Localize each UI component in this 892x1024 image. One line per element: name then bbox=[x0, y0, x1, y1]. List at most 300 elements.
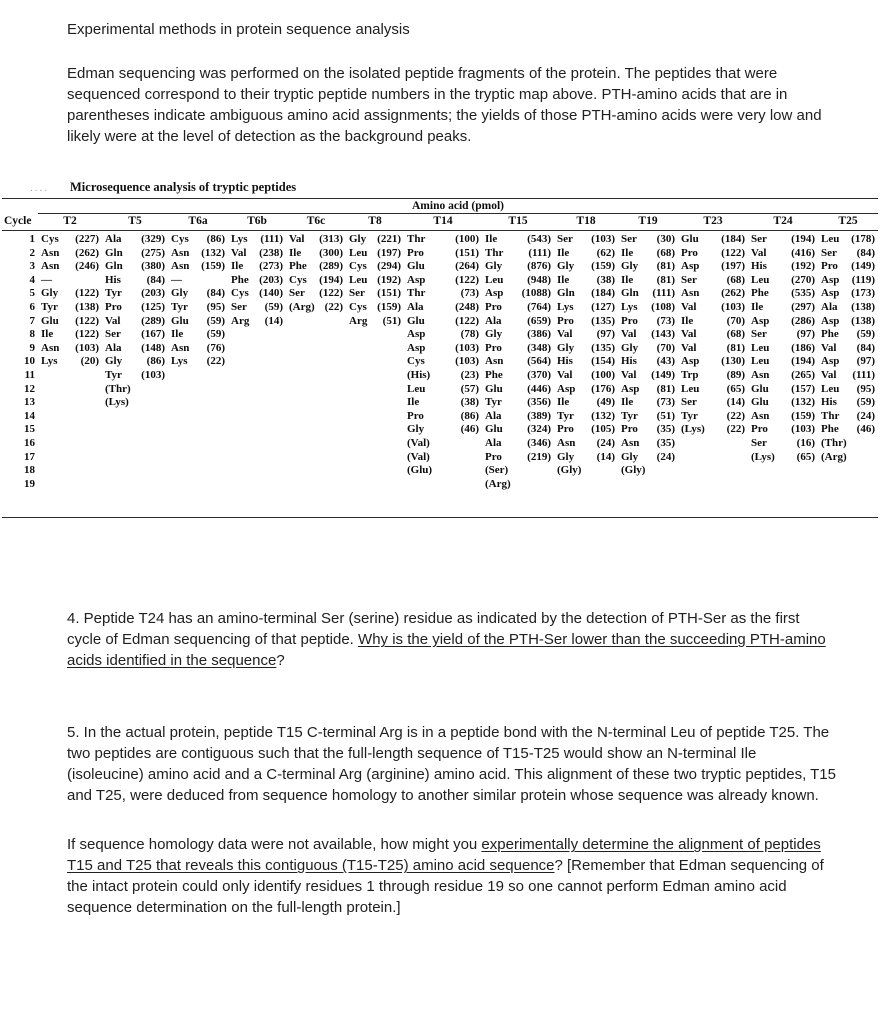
amino-acid-cell: Ala (329) bbox=[105, 233, 165, 245]
amino-acid-cell: Leu (197) bbox=[349, 246, 401, 259]
cycle-cell: 3 bbox=[29, 260, 35, 273]
amino-acid-cell: Ser (97) bbox=[751, 328, 815, 341]
table-wrap bbox=[2, 198, 878, 518]
amino-acid-cell: Val (416) bbox=[751, 246, 815, 259]
amino-acid-cell bbox=[346, 342, 404, 356]
amino-acid-cell bbox=[168, 369, 228, 383]
amino-acid-cell: Leu (57) bbox=[407, 382, 479, 395]
column-header: T15 bbox=[482, 214, 554, 231]
amino-acid-cell: Ser (68) bbox=[681, 273, 745, 286]
amino-acid-cell bbox=[346, 328, 404, 342]
amino-acid-cell: (Val) bbox=[407, 450, 430, 463]
amino-acid-cell: Leu (948) bbox=[485, 273, 551, 286]
amino-acid-cell: Asn (246) bbox=[41, 260, 99, 273]
amino-acid-cell: Gly (135) bbox=[557, 341, 615, 354]
table-row bbox=[2, 437, 878, 451]
amino-acid-cell bbox=[38, 451, 102, 465]
amino-acid-cell: Gln (275) bbox=[105, 246, 165, 259]
amino-acid-cell bbox=[678, 478, 748, 492]
amino-acid-cell: Gly (159) bbox=[557, 260, 615, 273]
amino-acid-cell bbox=[404, 478, 482, 492]
amino-acid-cell bbox=[286, 410, 346, 424]
amino-acid-cell bbox=[228, 423, 286, 437]
amino-acid-cell: (Val) bbox=[407, 436, 430, 449]
amino-acid-cell: Ala (248) bbox=[407, 300, 479, 313]
amino-acid-cell: Glu (132) bbox=[751, 396, 815, 409]
amino-acid-cell: Phe (203) bbox=[231, 273, 283, 286]
cycle-cell: 8 bbox=[29, 328, 35, 341]
amino-acid-cell: Gly (70) bbox=[621, 341, 675, 354]
amino-acid-cell: Val (238) bbox=[231, 246, 283, 259]
amino-acid-cell: Ser (151) bbox=[349, 287, 401, 300]
amino-acid-cell: Gln (380) bbox=[105, 260, 165, 273]
table-row bbox=[2, 410, 878, 424]
question-4-tail: ? bbox=[276, 652, 285, 670]
amino-acid-cell: Glu (264) bbox=[407, 260, 479, 273]
table-row bbox=[2, 247, 878, 261]
amino-acid-cell: Asp (119) bbox=[821, 273, 875, 286]
amino-acid-cell bbox=[168, 437, 228, 451]
cycle-cell: 4 bbox=[29, 273, 35, 286]
amino-acid-cell: Cys (227) bbox=[41, 233, 99, 245]
amino-acid-cell: Ser (14) bbox=[681, 396, 745, 409]
amino-acid-cell bbox=[38, 478, 102, 492]
amino-acid-cell bbox=[38, 464, 102, 478]
amino-acid-cell: Ile (81) bbox=[621, 273, 675, 286]
amino-acid-cell: Cys (294) bbox=[349, 260, 401, 273]
amino-acid-cell: Ile (70) bbox=[681, 314, 745, 327]
amino-acid-cell bbox=[346, 423, 404, 437]
amino-acid-cell: Lys (22) bbox=[171, 355, 225, 368]
amino-acid-cell: Asp (122) bbox=[407, 273, 479, 286]
table-row bbox=[2, 396, 878, 410]
column-header: T25 bbox=[818, 214, 878, 231]
amino-acid-cell: Glu (122) bbox=[41, 314, 99, 327]
amino-acid-cell: Ile (300) bbox=[289, 246, 343, 259]
amino-acid-cell: (Thr) bbox=[105, 382, 131, 395]
amino-acid-cell: Asp (197) bbox=[681, 260, 745, 273]
amino-acid-cell bbox=[228, 328, 286, 342]
group-header-row bbox=[2, 199, 878, 214]
amino-acid-cell bbox=[286, 342, 346, 356]
amino-acid-cell bbox=[286, 369, 346, 383]
amino-acid-cell: Val (68) bbox=[681, 328, 745, 341]
amino-acid-cell: Val (289) bbox=[105, 314, 165, 327]
table-row bbox=[2, 478, 878, 492]
table-row bbox=[2, 328, 878, 342]
amino-acid-cell: Ile (297) bbox=[751, 300, 815, 313]
amino-acid-cell: (Gly) bbox=[557, 464, 582, 477]
amino-acid-cell: Pro (149) bbox=[821, 260, 875, 273]
amino-acid-cell: Asp (78) bbox=[407, 328, 479, 341]
table-row bbox=[2, 260, 878, 274]
table-row bbox=[2, 355, 878, 369]
amino-acid-cell bbox=[678, 437, 748, 451]
amino-acid-cell: — bbox=[41, 273, 52, 286]
amino-acid-cell bbox=[346, 383, 404, 397]
column-header-cycle: Cycle bbox=[2, 214, 38, 231]
amino-acid-cell bbox=[286, 396, 346, 410]
amino-acid-cell: Gly (81) bbox=[621, 260, 675, 273]
column-header: T6b bbox=[228, 214, 286, 231]
amino-acid-cell bbox=[286, 464, 346, 478]
amino-acid-cell: Thr (24) bbox=[821, 409, 875, 422]
amino-acid-cell: Pro (86) bbox=[407, 409, 479, 422]
amino-acid-cell: Gly (24) bbox=[621, 450, 675, 463]
amino-acid-cell bbox=[228, 396, 286, 410]
amino-acid-cell: Pro (122) bbox=[681, 246, 745, 259]
page-title: Experimental methods in protein sequence analysis bbox=[67, 21, 410, 38]
amino-acid-cell: Ser (103) bbox=[557, 233, 615, 245]
amino-acid-cell: Pro (125) bbox=[105, 300, 165, 313]
amino-acid-cell bbox=[168, 410, 228, 424]
question-5-followup-underlined: experimentally determine the alignment of peptides T15 and T25 that reveals this contiguous (T15-T25) amino acid sequence bbox=[67, 836, 821, 875]
cycle-cell: 13 bbox=[24, 396, 35, 409]
cycle-cell: 9 bbox=[29, 341, 35, 354]
cycle-cell: 12 bbox=[24, 382, 35, 395]
amino-acid-cell bbox=[168, 478, 228, 492]
amino-acid-cell: Asp (286) bbox=[751, 314, 815, 327]
amino-acid-cell bbox=[38, 410, 102, 424]
amino-acid-cell: Glu (446) bbox=[485, 382, 551, 395]
amino-acid-cell: (His) (23) bbox=[407, 368, 479, 381]
column-header: T8 bbox=[346, 214, 404, 231]
question-4-lead: 4. Peptide T24 has an amino-terminal Ser (serine) residue as indicated by the detection of PTH-Ser as the first cycle of Edman sequencing of that peptide. bbox=[67, 610, 800, 649]
cycle-cell: 5 bbox=[29, 287, 35, 300]
amino-acid-cell bbox=[618, 478, 678, 492]
table-row bbox=[2, 464, 878, 478]
amino-acid-cell: Glu (184) bbox=[681, 233, 745, 245]
amino-acid-cell: Phe (46) bbox=[821, 423, 875, 436]
amino-acid-cell: (Lys) (65) bbox=[751, 450, 815, 463]
amino-acid-cell: Ser (122) bbox=[289, 287, 343, 300]
intro-paragraph: Edman sequencing was performed on the isolated peptide fragments of the protein. The peptides that were sequenced correspond to their tryptic peptide numbers in the tryptic map above. PTH-amino acids that are in parentheses indicate ambiguous amino acid assignments; the yields of those PTH-amino acids were very low and likely were at the level of detection as the background peaks. bbox=[67, 65, 822, 145]
amino-acid-cell: Asn (76) bbox=[171, 341, 225, 354]
amino-acid-cell: Leu (178) bbox=[821, 233, 875, 245]
cycle-cell: 18 bbox=[24, 464, 35, 477]
amino-acid-cell: Val (111) bbox=[821, 368, 875, 381]
amino-acid-cell bbox=[168, 451, 228, 465]
amino-acid-cell bbox=[38, 423, 102, 437]
amino-acid-cell: Pro (219) bbox=[485, 450, 551, 463]
amino-acid-cell: His (84) bbox=[105, 273, 165, 286]
amino-acid-cell bbox=[38, 383, 102, 397]
amino-acid-cell: Tyr (138) bbox=[41, 300, 99, 313]
amino-acid-cell bbox=[346, 451, 404, 465]
table-row bbox=[2, 287, 878, 301]
amino-acid-cell: Tyr (95) bbox=[171, 300, 225, 313]
question-5-followup-tail: ? [Remember that Edman sequencing of the intact protein could only identify residues 1 through residue 19 so one cannot perform Edman amino acid sequence determination on the full-length protein.] bbox=[67, 857, 824, 917]
amino-acid-cell: Ile (38) bbox=[407, 396, 479, 409]
amino-acid-cell: Val (143) bbox=[621, 328, 675, 341]
table-row bbox=[2, 342, 878, 356]
table-row bbox=[2, 383, 878, 397]
amino-acid-cell bbox=[818, 464, 878, 478]
amino-acid-cell: His (59) bbox=[821, 396, 875, 409]
amino-acid-cell: Glu (122) bbox=[407, 314, 479, 327]
amino-acid-cell bbox=[818, 478, 878, 492]
amino-acid-cell: Asp (81) bbox=[621, 382, 675, 395]
amino-acid-cell: Ala (346) bbox=[485, 436, 551, 449]
amino-acid-cell bbox=[102, 410, 168, 424]
column-header: T19 bbox=[618, 214, 678, 231]
column-header: T18 bbox=[554, 214, 618, 231]
amino-acid-cell: Ser (16) bbox=[751, 436, 815, 449]
column-header: T2 bbox=[38, 214, 102, 231]
amino-acid-cell: Pro (348) bbox=[485, 341, 551, 354]
amino-acid-cell bbox=[286, 423, 346, 437]
amino-acid-cell bbox=[102, 464, 168, 478]
group-header-spacer bbox=[2, 199, 38, 214]
column-header: T24 bbox=[748, 214, 818, 231]
amino-acid-cell: His (43) bbox=[621, 355, 675, 368]
amino-acid-cell: (Lys) (22) bbox=[681, 423, 745, 436]
amino-acid-group-header: Amino acid (pmol) bbox=[38, 199, 878, 214]
amino-acid-cell bbox=[346, 369, 404, 383]
amino-acid-cell bbox=[228, 342, 286, 356]
table-caption: Microsequence analysis of tryptic peptides bbox=[70, 180, 297, 194]
cycle-cell: 14 bbox=[24, 409, 35, 422]
amino-acid-cell bbox=[346, 478, 404, 492]
amino-acid-cell: Ser (84) bbox=[821, 246, 875, 259]
amino-acid-cell: Cys (194) bbox=[289, 273, 343, 286]
amino-acid-cell: Gly (46) bbox=[407, 423, 479, 436]
cycle-cell: 1 bbox=[29, 233, 35, 245]
cycle-cell: 7 bbox=[29, 314, 35, 327]
amino-acid-cell: Pro (105) bbox=[557, 423, 615, 436]
amino-acid-cell: Asn (564) bbox=[485, 355, 551, 368]
cycle-cell: 19 bbox=[24, 477, 35, 490]
cycle-cell: 11 bbox=[24, 368, 35, 381]
amino-acid-cell: Val (313) bbox=[289, 233, 343, 245]
amino-acid-cell: Pro (103) bbox=[751, 423, 815, 436]
question-4 bbox=[67, 608, 837, 671]
amino-acid-cell: Gly (386) bbox=[485, 328, 551, 341]
amino-acid-cell: Ala (148) bbox=[105, 341, 165, 354]
amino-acid-cell: Gly (14) bbox=[557, 450, 615, 463]
amino-acid-cell: Ala (389) bbox=[485, 409, 551, 422]
amino-acid-cell: Val (103) bbox=[681, 300, 745, 313]
amino-acid-cell: Gly (84) bbox=[171, 287, 225, 300]
amino-acid-cell: Ile (73) bbox=[621, 396, 675, 409]
amino-acid-cell: (Ser) bbox=[485, 464, 509, 477]
amino-acid-cell bbox=[102, 423, 168, 437]
amino-acid-cell bbox=[168, 383, 228, 397]
amino-acid-cell bbox=[286, 383, 346, 397]
amino-acid-cell: Asn (262) bbox=[681, 287, 745, 300]
table-row bbox=[2, 231, 878, 247]
table-row bbox=[2, 423, 878, 437]
column-header: T23 bbox=[678, 214, 748, 231]
amino-acid-cell: Ser (167) bbox=[105, 328, 165, 341]
amino-acid-cell: Ser (59) bbox=[231, 300, 283, 313]
amino-acid-cell: Tyr (203) bbox=[105, 287, 165, 300]
amino-acid-cell: Phe (289) bbox=[289, 260, 343, 273]
amino-acid-cell: Lys (111) bbox=[231, 233, 283, 245]
amino-acid-cell: Phe (59) bbox=[821, 328, 875, 341]
amino-acid-cell: Tyr (51) bbox=[621, 409, 675, 422]
amino-acid-cell: Asp (97) bbox=[821, 355, 875, 368]
amino-acid-cell: Lys (127) bbox=[557, 300, 615, 313]
amino-acid-cell bbox=[554, 478, 618, 492]
column-header: T6a bbox=[168, 214, 228, 231]
amino-acid-cell bbox=[168, 464, 228, 478]
amino-acid-cell bbox=[346, 396, 404, 410]
amino-acid-cell: Lys (20) bbox=[41, 355, 99, 368]
amino-acid-cell: Asn (262) bbox=[41, 246, 99, 259]
amino-acid-cell: Gln (184) bbox=[557, 287, 615, 300]
amino-acid-cell: Asp (1088) bbox=[485, 287, 551, 300]
amino-acid-cell bbox=[678, 464, 748, 478]
amino-acid-cell: Arg (51) bbox=[349, 314, 401, 327]
amino-acid-cell: Gly (876) bbox=[485, 260, 551, 273]
amino-acid-cell bbox=[102, 437, 168, 451]
amino-acid-cell bbox=[38, 437, 102, 451]
amino-acid-cell: (Arg) (22) bbox=[289, 300, 343, 313]
amino-acid-cell bbox=[38, 369, 102, 383]
amino-acid-cell: — bbox=[171, 273, 182, 286]
column-header: T6c bbox=[286, 214, 346, 231]
amino-acid-cell bbox=[286, 355, 346, 369]
amino-acid-cell: Leu (65) bbox=[681, 382, 745, 395]
amino-acid-cell: Glu (324) bbox=[485, 423, 551, 436]
amino-acid-cell: (Arg) bbox=[485, 477, 511, 490]
table-row bbox=[2, 274, 878, 288]
question-5-followup bbox=[67, 834, 837, 918]
amino-acid-cell: Tyr (132) bbox=[557, 409, 615, 422]
amino-acid-cell: Ala (659) bbox=[485, 314, 551, 327]
amino-acid-cell: Ile (62) bbox=[557, 246, 615, 259]
amino-acid-cell bbox=[346, 410, 404, 424]
amino-acid-cell: Thr (111) bbox=[485, 246, 551, 259]
amino-acid-cell bbox=[286, 478, 346, 492]
amino-acid-cell: Glu (157) bbox=[751, 382, 815, 395]
cycle-cell: 6 bbox=[29, 300, 35, 313]
amino-acid-cell: Pro (135) bbox=[557, 314, 615, 327]
amino-acid-cell: Ser (30) bbox=[621, 233, 675, 245]
amino-acid-cell: Asn (35) bbox=[621, 436, 675, 449]
amino-acid-cell: Ser (194) bbox=[751, 233, 815, 245]
amino-acid-cell: Gly (221) bbox=[349, 233, 401, 245]
amino-acid-cell bbox=[286, 315, 346, 329]
amino-acid-cell bbox=[678, 451, 748, 465]
table-row bbox=[2, 369, 878, 383]
amino-acid-cell bbox=[38, 396, 102, 410]
amino-acid-cell: Ile (122) bbox=[41, 328, 99, 341]
amino-acid-cell bbox=[228, 464, 286, 478]
amino-acid-cell: Ile (273) bbox=[231, 260, 283, 273]
amino-acid-cell: (Arg) bbox=[821, 450, 847, 463]
amino-acid-cell bbox=[228, 478, 286, 492]
question-4-underlined: Why is the yield of the PTH-Ser lower than the succeeding PTH-amino acids identified in the sequence bbox=[67, 631, 826, 670]
amino-acid-cell: Ile (543) bbox=[485, 233, 551, 245]
peptide-table-section bbox=[2, 180, 878, 518]
amino-acid-cell: Leu (192) bbox=[349, 273, 401, 286]
amino-acid-cell: Tyr (356) bbox=[485, 396, 551, 409]
amino-acid-cell: Cys (86) bbox=[171, 233, 225, 245]
amino-acid-cell: (Glu) bbox=[407, 464, 433, 477]
amino-acid-cell: Thr (100) bbox=[407, 233, 479, 245]
table-caption-row bbox=[2, 180, 878, 195]
amino-acid-cell: Val (97) bbox=[557, 328, 615, 341]
amino-acid-cell bbox=[286, 437, 346, 451]
column-header-row bbox=[2, 214, 878, 231]
amino-acid-cell: Asp (138) bbox=[821, 314, 875, 327]
amino-acid-cell bbox=[102, 478, 168, 492]
amino-acid-cell bbox=[228, 410, 286, 424]
amino-acid-cell bbox=[228, 451, 286, 465]
amino-acid-cell: (Lys) bbox=[105, 396, 129, 409]
amino-acid-cell: Ile (49) bbox=[557, 396, 615, 409]
amino-acid-cell bbox=[228, 355, 286, 369]
amino-acid-cell: Gly (122) bbox=[41, 287, 99, 300]
cycle-cell: 15 bbox=[24, 423, 35, 436]
amino-acid-cell: Leu (194) bbox=[751, 355, 815, 368]
amino-acid-cell: (Gly) bbox=[621, 464, 646, 477]
amino-acid-cell: Pro (764) bbox=[485, 300, 551, 313]
amino-acid-cell: Ala (138) bbox=[821, 300, 875, 313]
amino-acid-cell bbox=[346, 355, 404, 369]
amino-acid-cell: Asn (24) bbox=[557, 436, 615, 449]
amino-acid-cell: His (192) bbox=[751, 260, 815, 273]
amino-acid-cell: Val (100) bbox=[557, 368, 615, 381]
amino-acid-cell bbox=[286, 451, 346, 465]
amino-acid-cell: Cys (140) bbox=[231, 287, 283, 300]
amino-acid-cell bbox=[228, 383, 286, 397]
column-header: T14 bbox=[404, 214, 482, 231]
amino-acid-cell bbox=[228, 437, 286, 451]
cycle-cell: 17 bbox=[24, 450, 35, 463]
table-body bbox=[2, 231, 878, 492]
table-row bbox=[2, 451, 878, 465]
amino-acid-cell: Ile (38) bbox=[557, 273, 615, 286]
amino-acid-cell: Tyr (22) bbox=[681, 409, 745, 422]
amino-acid-cell: Cys (159) bbox=[349, 300, 401, 313]
amino-acid-cell: Tyr (103) bbox=[105, 368, 165, 381]
peptide-table bbox=[2, 198, 878, 491]
amino-acid-cell: Pro (73) bbox=[621, 314, 675, 327]
amino-acid-cell bbox=[346, 437, 404, 451]
amino-acid-cell: His (154) bbox=[557, 355, 615, 368]
cycle-cell: 2 bbox=[29, 246, 35, 259]
amino-acid-cell: Leu (186) bbox=[751, 341, 815, 354]
table-row bbox=[2, 315, 878, 329]
amino-acid-cell: (Thr) bbox=[821, 436, 847, 449]
amino-acid-cell bbox=[168, 396, 228, 410]
amino-acid-cell: Cys (103) bbox=[407, 355, 479, 368]
table-row bbox=[2, 301, 878, 315]
amino-acid-cell bbox=[286, 328, 346, 342]
amino-acid-cell: Lys (108) bbox=[621, 300, 675, 313]
amino-acid-cell: Arg (14) bbox=[231, 314, 283, 327]
amino-acid-cell: Gly (86) bbox=[105, 355, 165, 368]
amino-acid-cell: Asp (173) bbox=[821, 287, 875, 300]
amino-acid-cell bbox=[102, 451, 168, 465]
amino-acid-cell: Glu (59) bbox=[171, 314, 225, 327]
cycle-cell: 16 bbox=[24, 436, 35, 449]
amino-acid-cell: Asn (132) bbox=[171, 246, 225, 259]
scan-artifact: .... bbox=[30, 183, 50, 194]
amino-acid-cell: Asp (176) bbox=[557, 382, 615, 395]
amino-acid-cell: Val (81) bbox=[681, 341, 745, 354]
question-5-followup-lead: If sequence homology data were not available, how might you bbox=[67, 836, 482, 854]
amino-acid-cell: Leu (270) bbox=[751, 273, 815, 286]
column-header: T5 bbox=[102, 214, 168, 231]
amino-acid-cell bbox=[168, 423, 228, 437]
question-5: 5. In the actual protein, peptide T15 C-terminal Arg is in a peptide bond with the N-terminal Leu of peptide T25. The two peptides are contiguous such that the full-length sequence of T15-T25 would show an N-terminal Ile (isoleucine) amino acid and a C-terminal Arg (arginine) amino acid. This alignment of these two tryptic peptides, T15 and T25, were deduced from sequence homology to another similar protein whose sequence was already known. bbox=[67, 724, 836, 805]
amino-acid-cell: Val (149) bbox=[621, 368, 675, 381]
amino-acid-cell: Asn (103) bbox=[41, 341, 99, 354]
